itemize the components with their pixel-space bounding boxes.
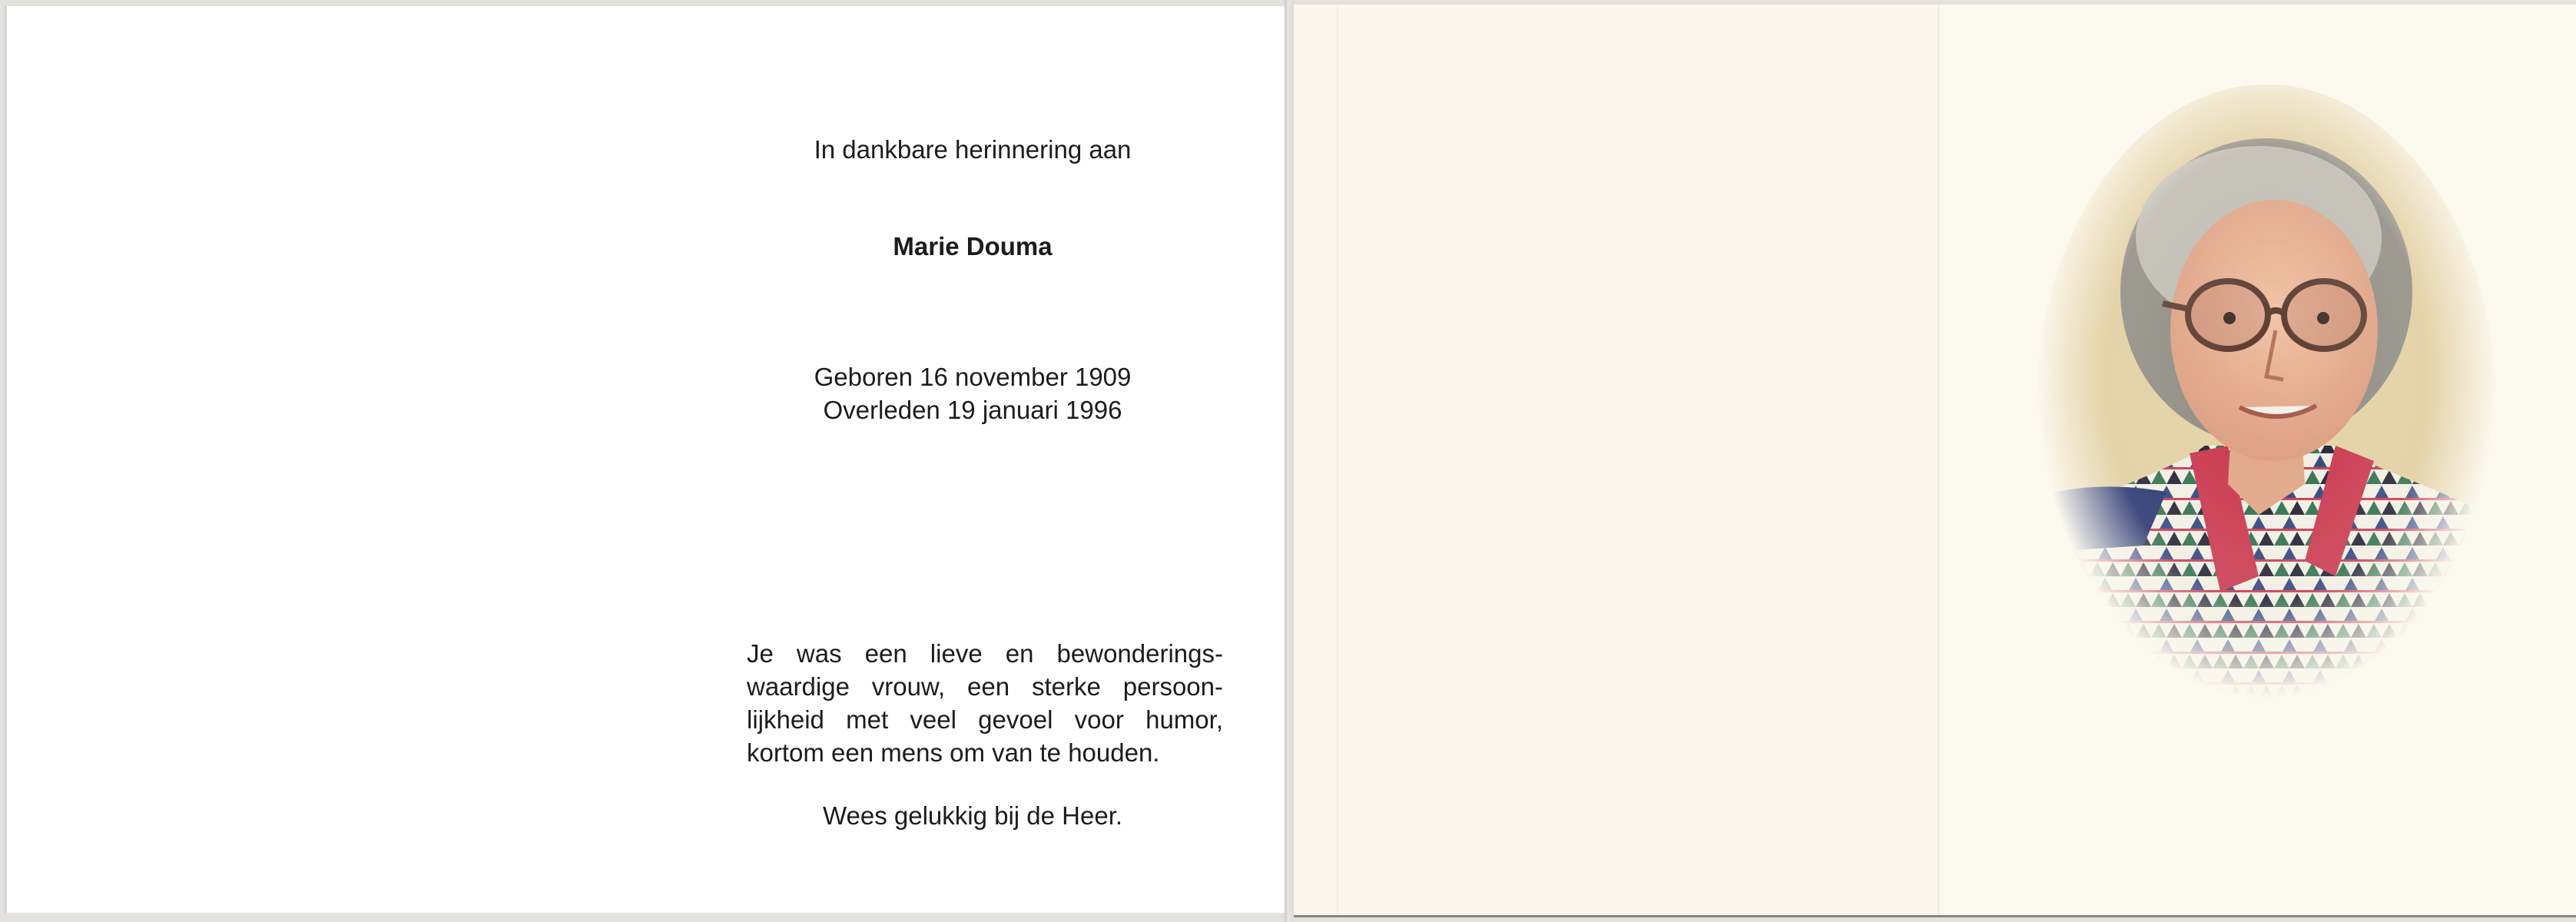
card-bottom-edge <box>5 913 1285 916</box>
portrait-photo-icon <box>2028 85 2505 745</box>
death-date: Overleden 19 januari 1996 <box>823 396 1122 424</box>
card-left-edge <box>5 6 7 916</box>
poem-line: lijkheid met veel gevoel voor humor, <box>747 705 1223 734</box>
farewell-text: Wees gelukkig bij de Heer. <box>822 801 1123 830</box>
panel-inner-edge <box>1337 5 1338 917</box>
poem-line: Je was een lieve en bewonderings- <box>747 639 1223 668</box>
card-gap <box>1285 0 1294 922</box>
card-fold <box>1938 5 1941 917</box>
intro-text: In dankbare herinnering aan <box>814 135 1132 164</box>
card-right-bottom-edge <box>1294 915 2576 917</box>
birth-date: Geboren 16 november 1909 <box>814 363 1132 391</box>
poem-line: kortom een mens om van te houden. <box>747 738 1160 767</box>
memorial-poem <box>747 637 1223 769</box>
blank-panel <box>1294 5 1938 917</box>
deceased-name: Marie Douma <box>893 232 1053 260</box>
poem-line: waardige vrouw, een sterke persoon- <box>747 672 1223 701</box>
